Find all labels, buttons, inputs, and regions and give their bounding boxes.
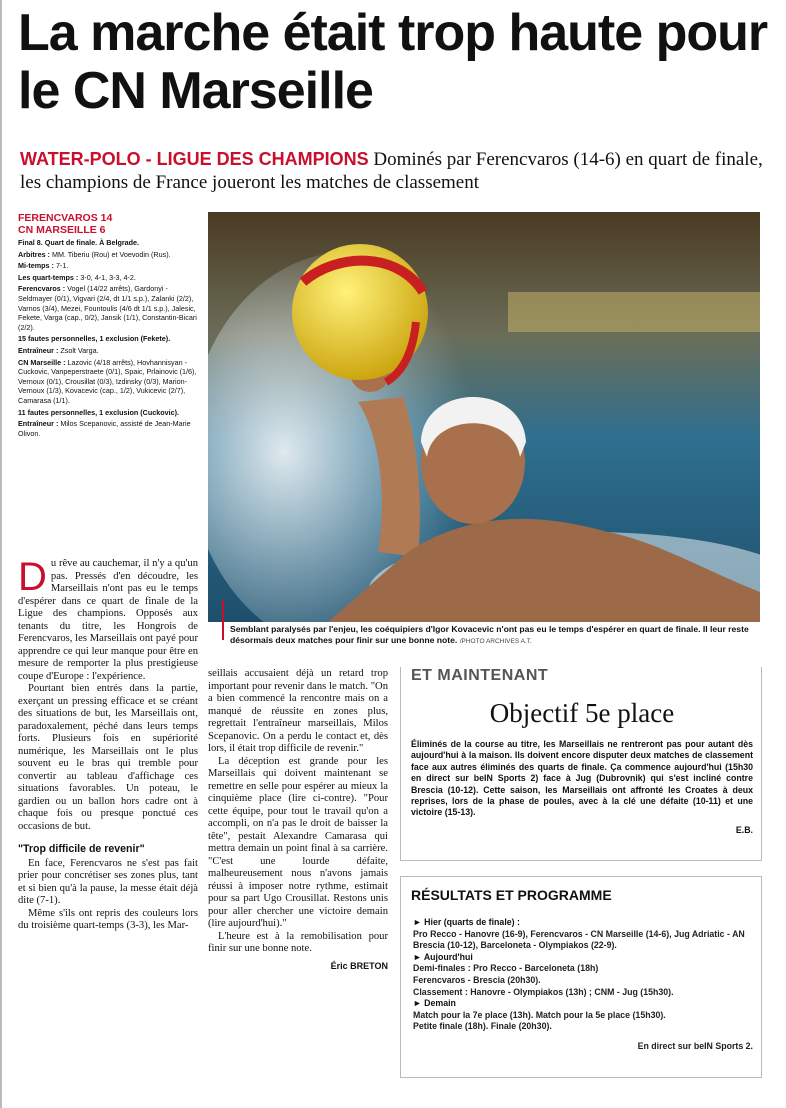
- match-sheet-label: Entraîneur :: [18, 419, 59, 429]
- results-line: Ferencvaros - Brescia (20h30).: [413, 974, 541, 985]
- photo-credit: /PHOTO ARCHIVES A.T.: [459, 638, 532, 645]
- match-sheet-value: 7-1.: [55, 261, 69, 271]
- article-paragraph: Pourtant bien entrés dans la partie, exerçant un pressing efficace et se créant des situations de but, les Marseillais ont, paradoxalement, péché dans leurs temps forts. Plusieurs fois en supériorité numérique, les Marseillais ont le plus souvent eu le bras qui tremble pour convertir au tableau d'affichage ces situations favorables. Un poteau, le gardien ou un ballon hors cadre ont à chaque fois ou presque ponctué ces occasions de but.: [18, 683, 198, 832]
- article-paragraph: Même s'ils ont repris des couleurs lors du troisième quart-temps (3-3), les Mar-: [18, 907, 198, 931]
- article-column-1: [18, 555, 198, 933]
- deck-kicker: WATER-POLO - LIGUE DES CHAMPIONS: [20, 149, 369, 169]
- match-sheet-label: Ferencvaros :: [18, 284, 66, 294]
- results-line: Match pour la 7e place (13h). Match pour la 5e place (15h30).: [413, 1009, 666, 1020]
- results-footer: En direct sur beIN Sports 2.: [637, 1040, 753, 1051]
- article-paragraph: seillais accusaient déjà un retard trop important pour revenir dans le match. "On a bien commencé la rencontre mais on a manqué de réussite en zones plus, regrettait l'entraîneur marseillais, Milos Scepanovic. On a perdu le contact et, dès lors, il était trop difficile de revenir.": [208, 668, 388, 754]
- results-line: ► Hier (quarts de finale) :: [413, 917, 520, 927]
- results-lines: [413, 917, 753, 1053]
- match-sheet-line: [18, 250, 202, 260]
- score-home: FERENCVAROS 14: [18, 212, 113, 224]
- box-text: [411, 739, 753, 836]
- results-line: Pro Recco - Hanovre (16-9), Ferencvaros - CN Marseille (14-6), Jug Adriatic - AN Brescia (10-12), Barceloneta - Olympiakos (22-9).: [413, 928, 745, 951]
- caption-text: Semblant paralysés par l'enjeu, les coéquipiers d'Igor Kovacevic n'ont pas eu le temps d'espérer en quart de finale. Il leur reste désormais deux matches pour finir sur une bonne note.: [230, 624, 749, 645]
- match-sheet-line: [18, 261, 202, 271]
- match-sheet-label: 11 fautes personnelles, 1 exclusion (Cuckovic).: [18, 407, 179, 417]
- article-paragraph: En face, Ferencvaros ne s'est pas fait prier pour concrétiser ses zones plus, tant et si bien qu'à la pause, la messe était déjà dite (7-1).: [18, 857, 198, 906]
- match-sheet-label: Final 8. Quart de finale. À Belgrade.: [18, 238, 140, 247]
- results-line: ► Aujourd'hui: [413, 951, 473, 962]
- match-sheet-lines: [18, 238, 202, 438]
- headline: La marche était trop haute pour le CN Marseille: [18, 4, 768, 120]
- match-sheet-label: Les quart-temps :: [18, 272, 79, 282]
- match-sheet-value: 3-0, 4-1, 3-3, 4-2.: [80, 272, 136, 282]
- box-tag: ET MAINTENANT: [411, 667, 549, 684]
- results-box: [400, 876, 762, 1078]
- results-line: ► Demain: [413, 998, 456, 1009]
- article-text: u rêve au cauchemar, il n'y a qu'un pas. Pressés d'en découdre, les Marseillais n'ont pas eu le temps d'espérer dans ce quart de finale de la Ligue des champions. Opposés aux tenants du titre, les Hongrois de Ferencvaros, les Marseillais ont payé pour apprendre ce qui leur manque pour être en mesure de remporter la plus prestigieuse coupe d'Europe : l'expérience.: [18, 558, 198, 682]
- match-sheet-value: Vogel (14/22 arrêts), Gardonyi - Seldmayer (0/1), Vigvari (2/4, dt 1/1 s.p.), Zalanki (2/2), Varnos (3/4), Mezei, Fountoulis (4/6 dt 1/1 s.p.), Jalesic, Fekete, Varga (cap., 0/2), Jansik (1/1), Constantin-Bicari (2/2).: [18, 284, 197, 332]
- box-title: Objectif 5e place: [489, 698, 675, 728]
- score-away: CN MARSEILLE 6: [18, 224, 106, 236]
- match-sheet-line: [18, 346, 202, 356]
- match-sheet-label: CN Marseille :: [18, 357, 66, 367]
- article-column-2: [208, 668, 388, 972]
- deck-text: Dominés par Ferencvaros (14-6) en quart de finale, les champions de France joueront les matches de classement: [20, 149, 763, 193]
- match-sheet-line: [18, 419, 202, 438]
- match-sheet-line: [18, 334, 202, 344]
- match-sheet-label: 15 fautes personnelles, 1 exclusion (Fekete).: [18, 334, 171, 344]
- match-sheet-line: [18, 284, 202, 332]
- article-subhead: "Trop difficile de revenir": [18, 843, 145, 855]
- caption-accent-bar: [222, 600, 224, 640]
- results-line: Demi-finales : Pro Recco - Barceloneta (18h): [413, 963, 599, 974]
- drop-cap: D: [18, 555, 47, 599]
- results-line: Classement : Hanovre - Olympiakos (13h) ; CNM - Jug (15h30).: [413, 986, 674, 997]
- results-list: [413, 917, 753, 1033]
- match-sheet-value: Zsolt Varga.: [60, 345, 99, 355]
- match-photo: [208, 212, 760, 622]
- et-maintenant-box: [400, 667, 762, 861]
- box-signature: E.B.: [735, 824, 753, 835]
- water-polo-player-image: [208, 212, 760, 622]
- match-sheet-value: Lazovic (4/18 arrêts), Hovhannisyan - Cuckovic, Vanpeperstraete (0/1), Spaic, Prlainovic (1/6), Vernoux (0/1), Crousillat (0/3), Izdinsky (0/3), Marion-Vernoux (1/3), Kovacevic (cap., 1/2), Vukicevic (2/7), Camarasa (1/1).: [18, 357, 197, 405]
- match-sheet: [18, 212, 202, 438]
- match-sheet-line: [18, 238, 202, 248]
- match-sheet-value: Milos Scepanovic, assisté de Jean-Marie Olivon.: [18, 419, 191, 438]
- match-sheet-label: Arbitres :: [18, 249, 50, 259]
- results-title: RÉSULTATS ET PROGRAMME: [411, 887, 612, 903]
- photo-caption: [208, 624, 764, 647]
- match-sheet-line: [18, 273, 202, 283]
- deck: [20, 148, 780, 194]
- box-body: Éliminés de la course au titre, les Marseillais ne rentreront pas pour autant dès aujourd'hui à la maison. Ils doivent encore disputer deux matches de classement face aux autres éliminés des quarts de finale. Ça commence aujourd'hui (15h30 en direct sur beIN Sports 2) face à Jug (Dubrovnik) qui s'est incliné contre Brescia (10-12). Cette saison, les Marseillais ont affronté les Croates à deux reprises, lors de la phase de poules, avec à la clé une défaite (10-11) et une victoire (15-13).: [411, 739, 753, 818]
- article-paragraph: L'heure est à la remobilisation pour finir sur une bonne note.: [208, 930, 388, 954]
- results-line: Petite finale (18h). Finale (20h30).: [413, 1021, 552, 1032]
- match-sheet-line: [18, 358, 202, 406]
- article-paragraph: La déception est grande pour les Marseillais qui doivent maintenant se remettre en selle pour espérer au mieux la cinquième place (lire ci-contre). "Pour cette équipe, pour tout le travail qu'on a accompli, on n'a pas le droit de baisser la tête", pestait Alexandre Camarasa qui mettra demain un point final à sa carrière. "C'est une lourde défaite, malheureusement nous n'avons jamais réussi à imposer notre rythme, estimait pour sa part Ugo Crousillat. Restons unis pour aller chercher une victoire demain (lire aujourd'hui).": [208, 755, 388, 929]
- article-byline: Éric BRETON: [330, 960, 388, 971]
- match-sheet-label: Mi-temps :: [18, 261, 54, 271]
- match-sheet-line: [18, 408, 202, 418]
- article-paragraph: [18, 555, 198, 683]
- match-sheet-value: MM. Tiberiu (Rou) et Voevodin (Rus).: [51, 249, 171, 259]
- match-sheet-label: Entraîneur :: [18, 345, 59, 355]
